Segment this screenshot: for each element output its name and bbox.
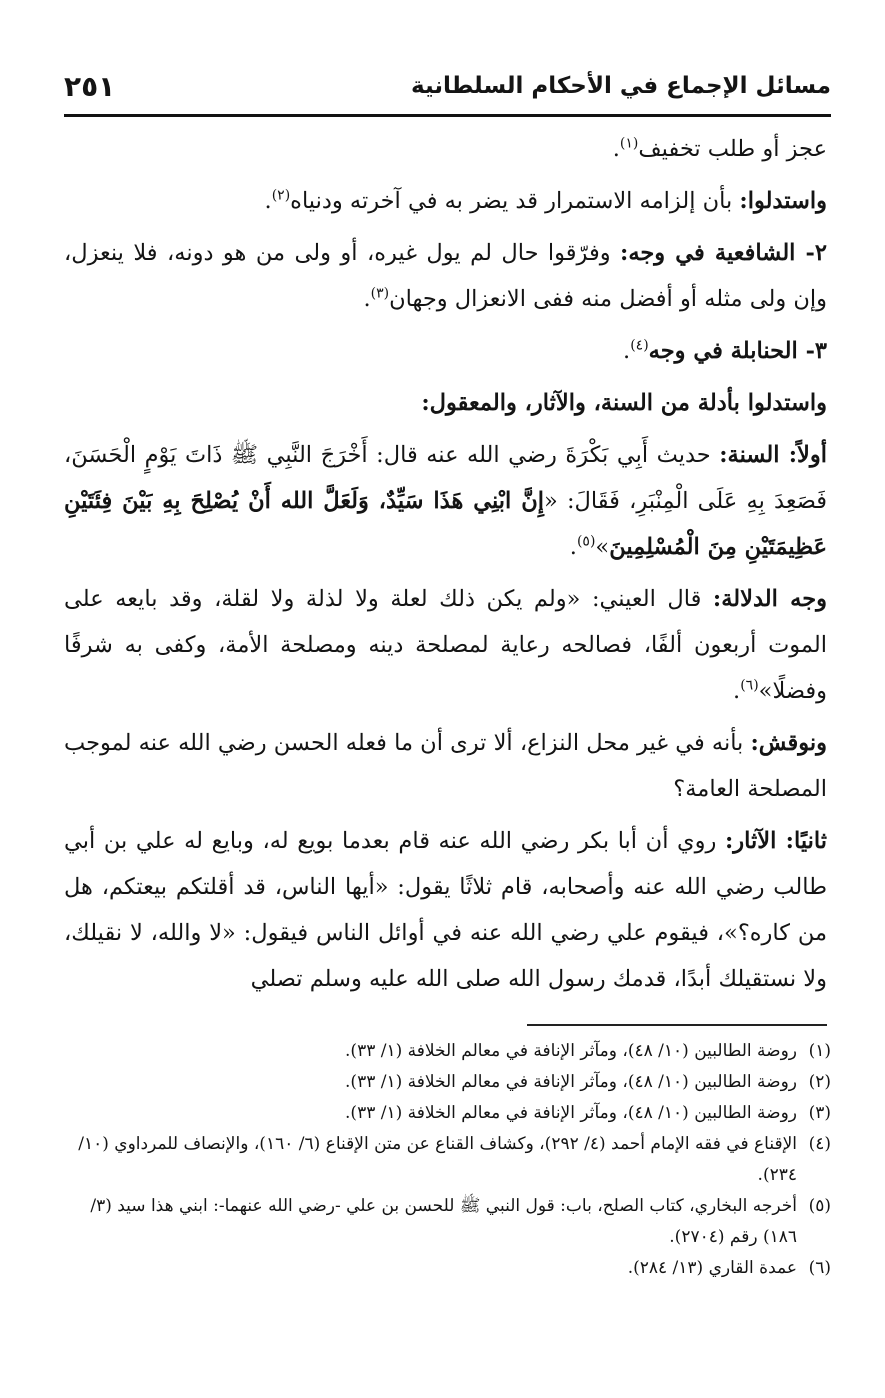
paragraph xyxy=(64,126,827,172)
footnote xyxy=(64,1098,831,1129)
running-title: مسائل الإجماع في الأحكام السلطانية xyxy=(411,73,831,99)
footnote-text: الإقناع في فقه الإمام أحمد (٤/ ٢٩٢)، وكشاف القناع عن متن الإقناع (٦/ ١٦٠)، والإنصاف للمرداوي (١٠/ ٢٣٤). xyxy=(78,1134,797,1185)
paragraph-text: قال العيني: «ولم يكن ذلك لعلة ولا لذلة ولا لقلة، وقد بايعه على الموت أربعون ألفًا، فصالحه رعاية لمصلحة دينه ومصلحة الأمة، وكفى به شرفًا وفضلًا» xyxy=(64,586,827,704)
footnote-ref: (٣) xyxy=(370,285,390,302)
paragraph xyxy=(64,178,827,224)
paragraph xyxy=(64,818,827,1002)
main-text xyxy=(64,126,827,1008)
paragraph-end: . xyxy=(612,136,620,162)
footnote-text: روضة الطالبين (١٠/ ٤٨)، ومآثر الإنافة في معالم الخلافة (١/ ٣٣). xyxy=(345,1103,797,1123)
footnote-number: (٥) xyxy=(808,1196,831,1216)
paragraph xyxy=(64,432,827,570)
paragraph-end: . xyxy=(363,286,371,312)
paragraph-lead: وجه الدلالة: xyxy=(712,586,827,612)
paragraph xyxy=(64,230,827,322)
footnote-ref: (٥) xyxy=(576,533,596,550)
footnotes xyxy=(64,1036,831,1284)
footnote-text: عمدة القاري (١٣/ ٢٨٤). xyxy=(627,1258,797,1278)
paragraph-end: . xyxy=(569,534,577,560)
footnote-ref: (٢) xyxy=(271,187,291,204)
paragraph xyxy=(64,576,827,714)
paragraph-lead: ٢- الشافعية في وجه: xyxy=(620,240,827,266)
footnote-number: (٦) xyxy=(808,1258,831,1278)
paragraph-lead: ونوقش: xyxy=(750,730,827,756)
paragraph-text: بأن إلزامه الاستمرار قد يضر به في آخرته ودنياه xyxy=(290,188,740,214)
paragraph-lead: واستدلوا: xyxy=(739,188,827,214)
paragraph-text: حديث أَبِي بَكْرَةَ رضي الله عنه قال: أَخْرَجَ النَّبِي ﷺ ذَاتَ يَوْمٍ الْحَسَنَ، فَصَعِدَ بِهِ عَلَى الْمِنْبَرِ، فَقَالَ: « xyxy=(64,442,827,514)
paragraph-lead: أولاً: السنة: xyxy=(719,442,827,468)
footnote-number: (٣) xyxy=(808,1103,831,1123)
paragraph-lead: ثانيًا: الآثار: xyxy=(725,828,827,854)
paragraph-lead: واستدلوا بأدلة من السنة، والآثار، والمعقول: xyxy=(421,390,827,416)
paragraph-end: . xyxy=(733,678,741,704)
footnote-number: (٤) xyxy=(808,1134,831,1154)
paragraph-text: عجز أو طلب تخفيف xyxy=(638,136,827,162)
paragraph xyxy=(64,720,827,812)
paragraph xyxy=(64,380,827,426)
paragraph-text: بأنه في غير محل النزاع، ألا ترى أن ما فعله الحسن رضي الله عنه لموجب المصلحة العامة؟ xyxy=(64,730,827,802)
quote-close: » xyxy=(595,534,610,560)
footnote xyxy=(64,1253,831,1284)
paragraph xyxy=(64,328,827,374)
footnote-text: روضة الطالبين (١٠/ ٤٨)، ومآثر الإنافة في معالم الخلافة (١/ ٣٣). xyxy=(345,1072,797,1092)
paragraph-lead: ٣- الحنابلة في وجه xyxy=(648,338,827,364)
running-header xyxy=(64,58,831,117)
footnote-ref: (٤) xyxy=(630,337,649,354)
footnote-text: روضة الطالبين (١٠/ ٤٨)، ومآثر الإنافة في معالم الخلافة (١/ ٣٣). xyxy=(345,1041,797,1061)
paragraph-end: . xyxy=(264,188,272,214)
page-number: ٢٥١ xyxy=(64,69,116,103)
footnote xyxy=(64,1129,831,1191)
hadith-quote: إِنَّ ابْنِي هَذَا سَيِّدٌ، وَلَعَلَّ الله أَنْ يُصْلِحَ بِهِ بَيْنَ فِئَتَيْنِ عَظِيمَتَيْنِ مِنَ الْمُسْلِمِينَ xyxy=(64,488,827,560)
footnote xyxy=(64,1067,831,1098)
footnote-ref: (٦) xyxy=(740,677,759,694)
footnote xyxy=(64,1191,831,1253)
paragraph-text: روي أن أبا بكر رضي الله عنه قام بعدما بويع له، وبايع له علي بن أبي طالب رضي الله عنه وأصحابه، قام ثلاثًا يقول: «أيها الناس، قد أقلتكم بيعتكم، هل من كاره؟»، فيقوم علي رضي الله عنه في أوائل الناس فيقول: «لا والله، لا نقيلك، ولا نستقيلك أبدًا، قدمك رسول الله صلى الله عليه وسلم تصلي xyxy=(64,828,827,992)
paragraph-text: وفرّقوا حال لم يول غيره، أو ولى من هو دونه، فلا ينعزل، وإن ولى مثله أو أفضل منه ففى الانعزال وجهان xyxy=(64,240,827,312)
footnote xyxy=(64,1036,831,1067)
footnote-number: (٢) xyxy=(808,1072,831,1092)
paragraph-end: . xyxy=(623,338,631,364)
footnote-ref: (١) xyxy=(619,135,639,152)
footnote-number: (١) xyxy=(808,1041,831,1061)
footnote-divider xyxy=(527,1024,827,1026)
footnote-text: أخرجه البخاري، كتاب الصلح، باب: قول النبي ﷺ للحسن بن علي -رضي الله عنهما-: ابني هذا سيد (٣/ ١٨٦) رقم (٢٧٠٤). xyxy=(90,1196,797,1247)
